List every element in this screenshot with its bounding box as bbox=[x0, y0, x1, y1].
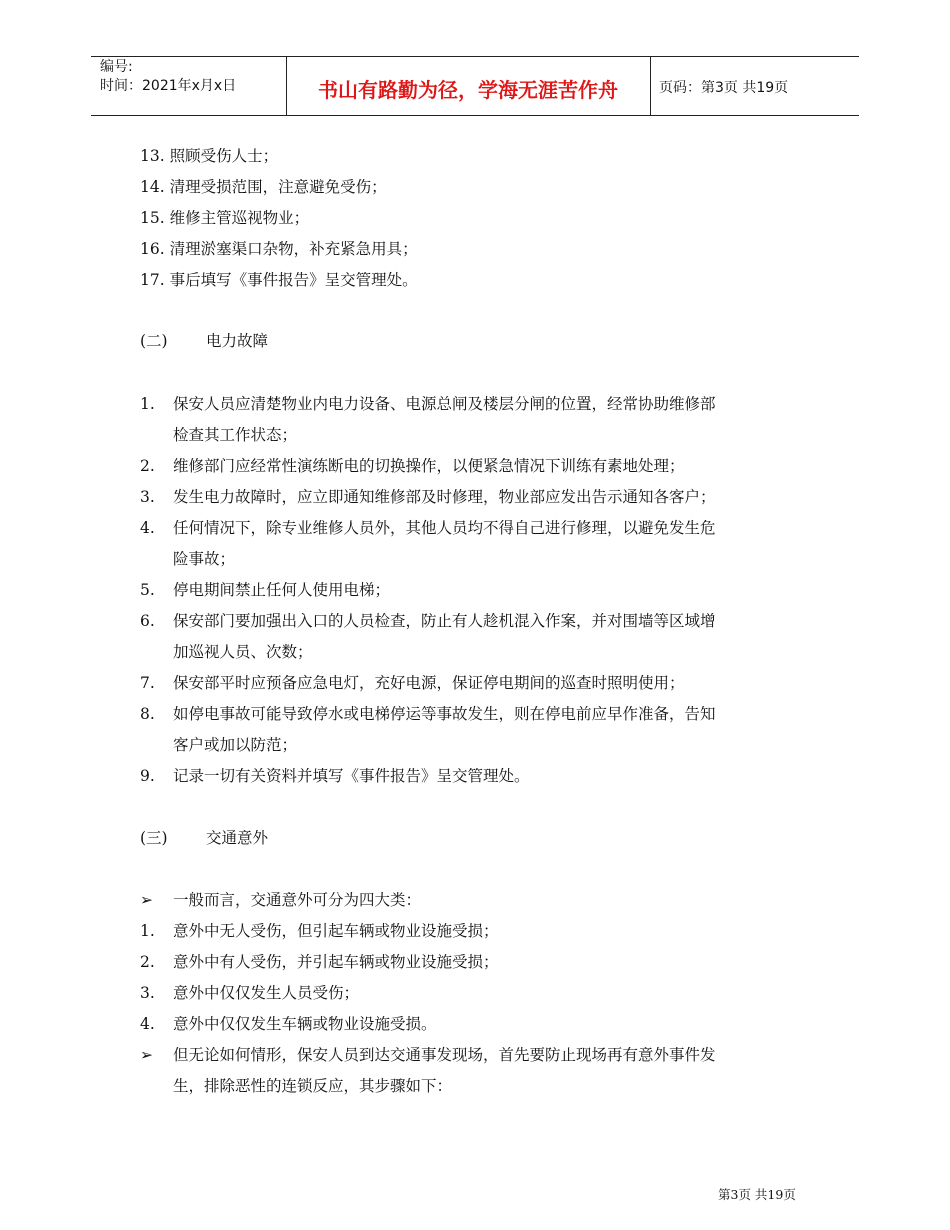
section-number: (二) bbox=[140, 332, 168, 350]
list-item: 14. 清理受损范围，注意避免受伤； bbox=[140, 178, 387, 196]
section-title: 交通意外 bbox=[206, 829, 269, 847]
list-item: 15. 维修主管巡视物业； bbox=[140, 209, 310, 227]
list-item: 16. 清理淤塞渠口杂物，补充紧急用具； bbox=[140, 240, 418, 258]
code-label: 编号: bbox=[100, 59, 133, 75]
footer-page-info: 第3页 共19页 bbox=[718, 1187, 796, 1202]
section-title: 电力故障 bbox=[206, 332, 269, 350]
list-item: 17. 事后填写《事件报告》呈交管理处。 bbox=[140, 271, 418, 289]
header-top-rule bbox=[91, 56, 859, 57]
time-label: 时间：2021年x月x日 bbox=[100, 78, 237, 94]
section-number: (三) bbox=[140, 829, 168, 847]
header-meta bbox=[100, 58, 236, 96]
header-bottom-rule bbox=[91, 115, 859, 116]
header-divider bbox=[650, 56, 651, 116]
list-item: 13. 照顾受伤人士； bbox=[140, 147, 279, 165]
header-page-info: 页码：第3页 共19页 bbox=[659, 80, 789, 96]
header-motto: 书山有路勤为径，学海无涯苦作舟 bbox=[318, 78, 618, 102]
